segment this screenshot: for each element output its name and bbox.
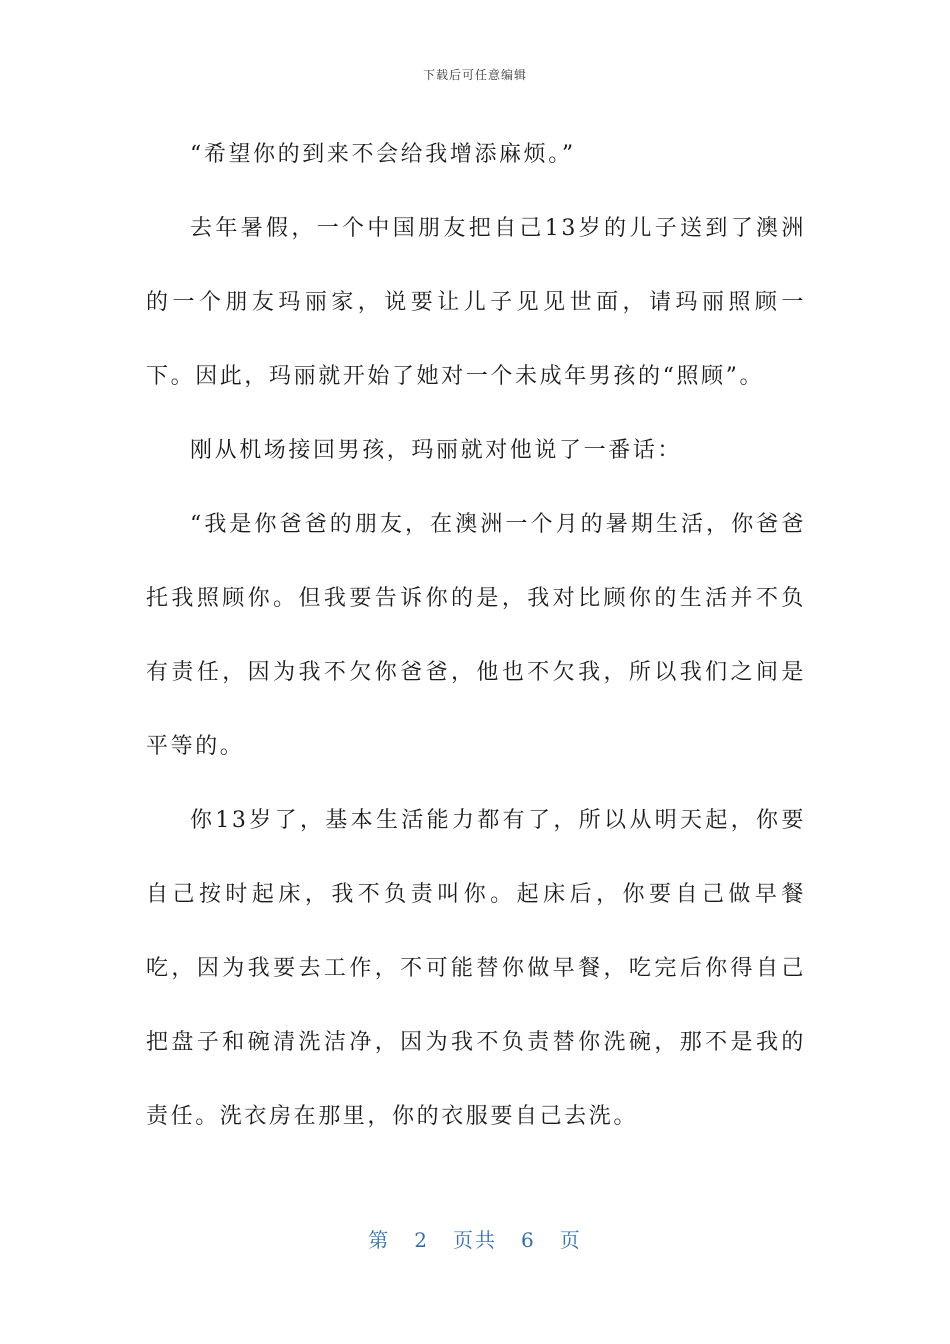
paragraph-5: 你13岁了，基本生活能力都有了，所以从明天起，你要自己按时起床，我不负责叫你。起床后，你要自己做早餐吃，因为我要去工作，不可能替你做早餐，吃完后你得自己把盘子和碗清洗洁净，因为我不负责替你洗碗，那不是我的责任。洗衣房在那里，你的衣服要自己去洗。	[146, 808, 806, 1129]
page-header: 下载后可任意编辑	[422, 68, 527, 82]
paragraph-2: 去年暑假，一个中国朋友把自己13岁的儿子送到了澳洲的一个朋友玛丽家，说要让儿子见见世面，请玛丽照顾一下。因此，玛丽就开始了她对一个未成年男孩的“照顾”。	[146, 216, 806, 389]
page-label-mid: 页共	[453, 1228, 497, 1252]
page-footer	[0, 1224, 950, 1253]
paragraph-1: “希望你的到来不会给我增添麻烦。”	[190, 142, 576, 167]
total-pages-number: 6	[521, 1228, 536, 1252]
document-body	[146, 118, 806, 1154]
page-label-prefix: 第	[368, 1228, 391, 1252]
paragraph-4: “我是你爸爸的朋友，在澳洲一个月的暑期生活，你爸爸托我照顾你。但我要告诉你的是，我对比顾你的生活并不负有责任，因为我不欠你爸爸，他也不欠我，所以我们之间是平等的。	[146, 512, 806, 759]
current-page-number: 2	[414, 1228, 429, 1252]
paragraph-3: 刚从机场接回男孩，玛丽就对他说了一番话：	[190, 438, 683, 463]
page-label-suffix: 页	[559, 1228, 582, 1252]
